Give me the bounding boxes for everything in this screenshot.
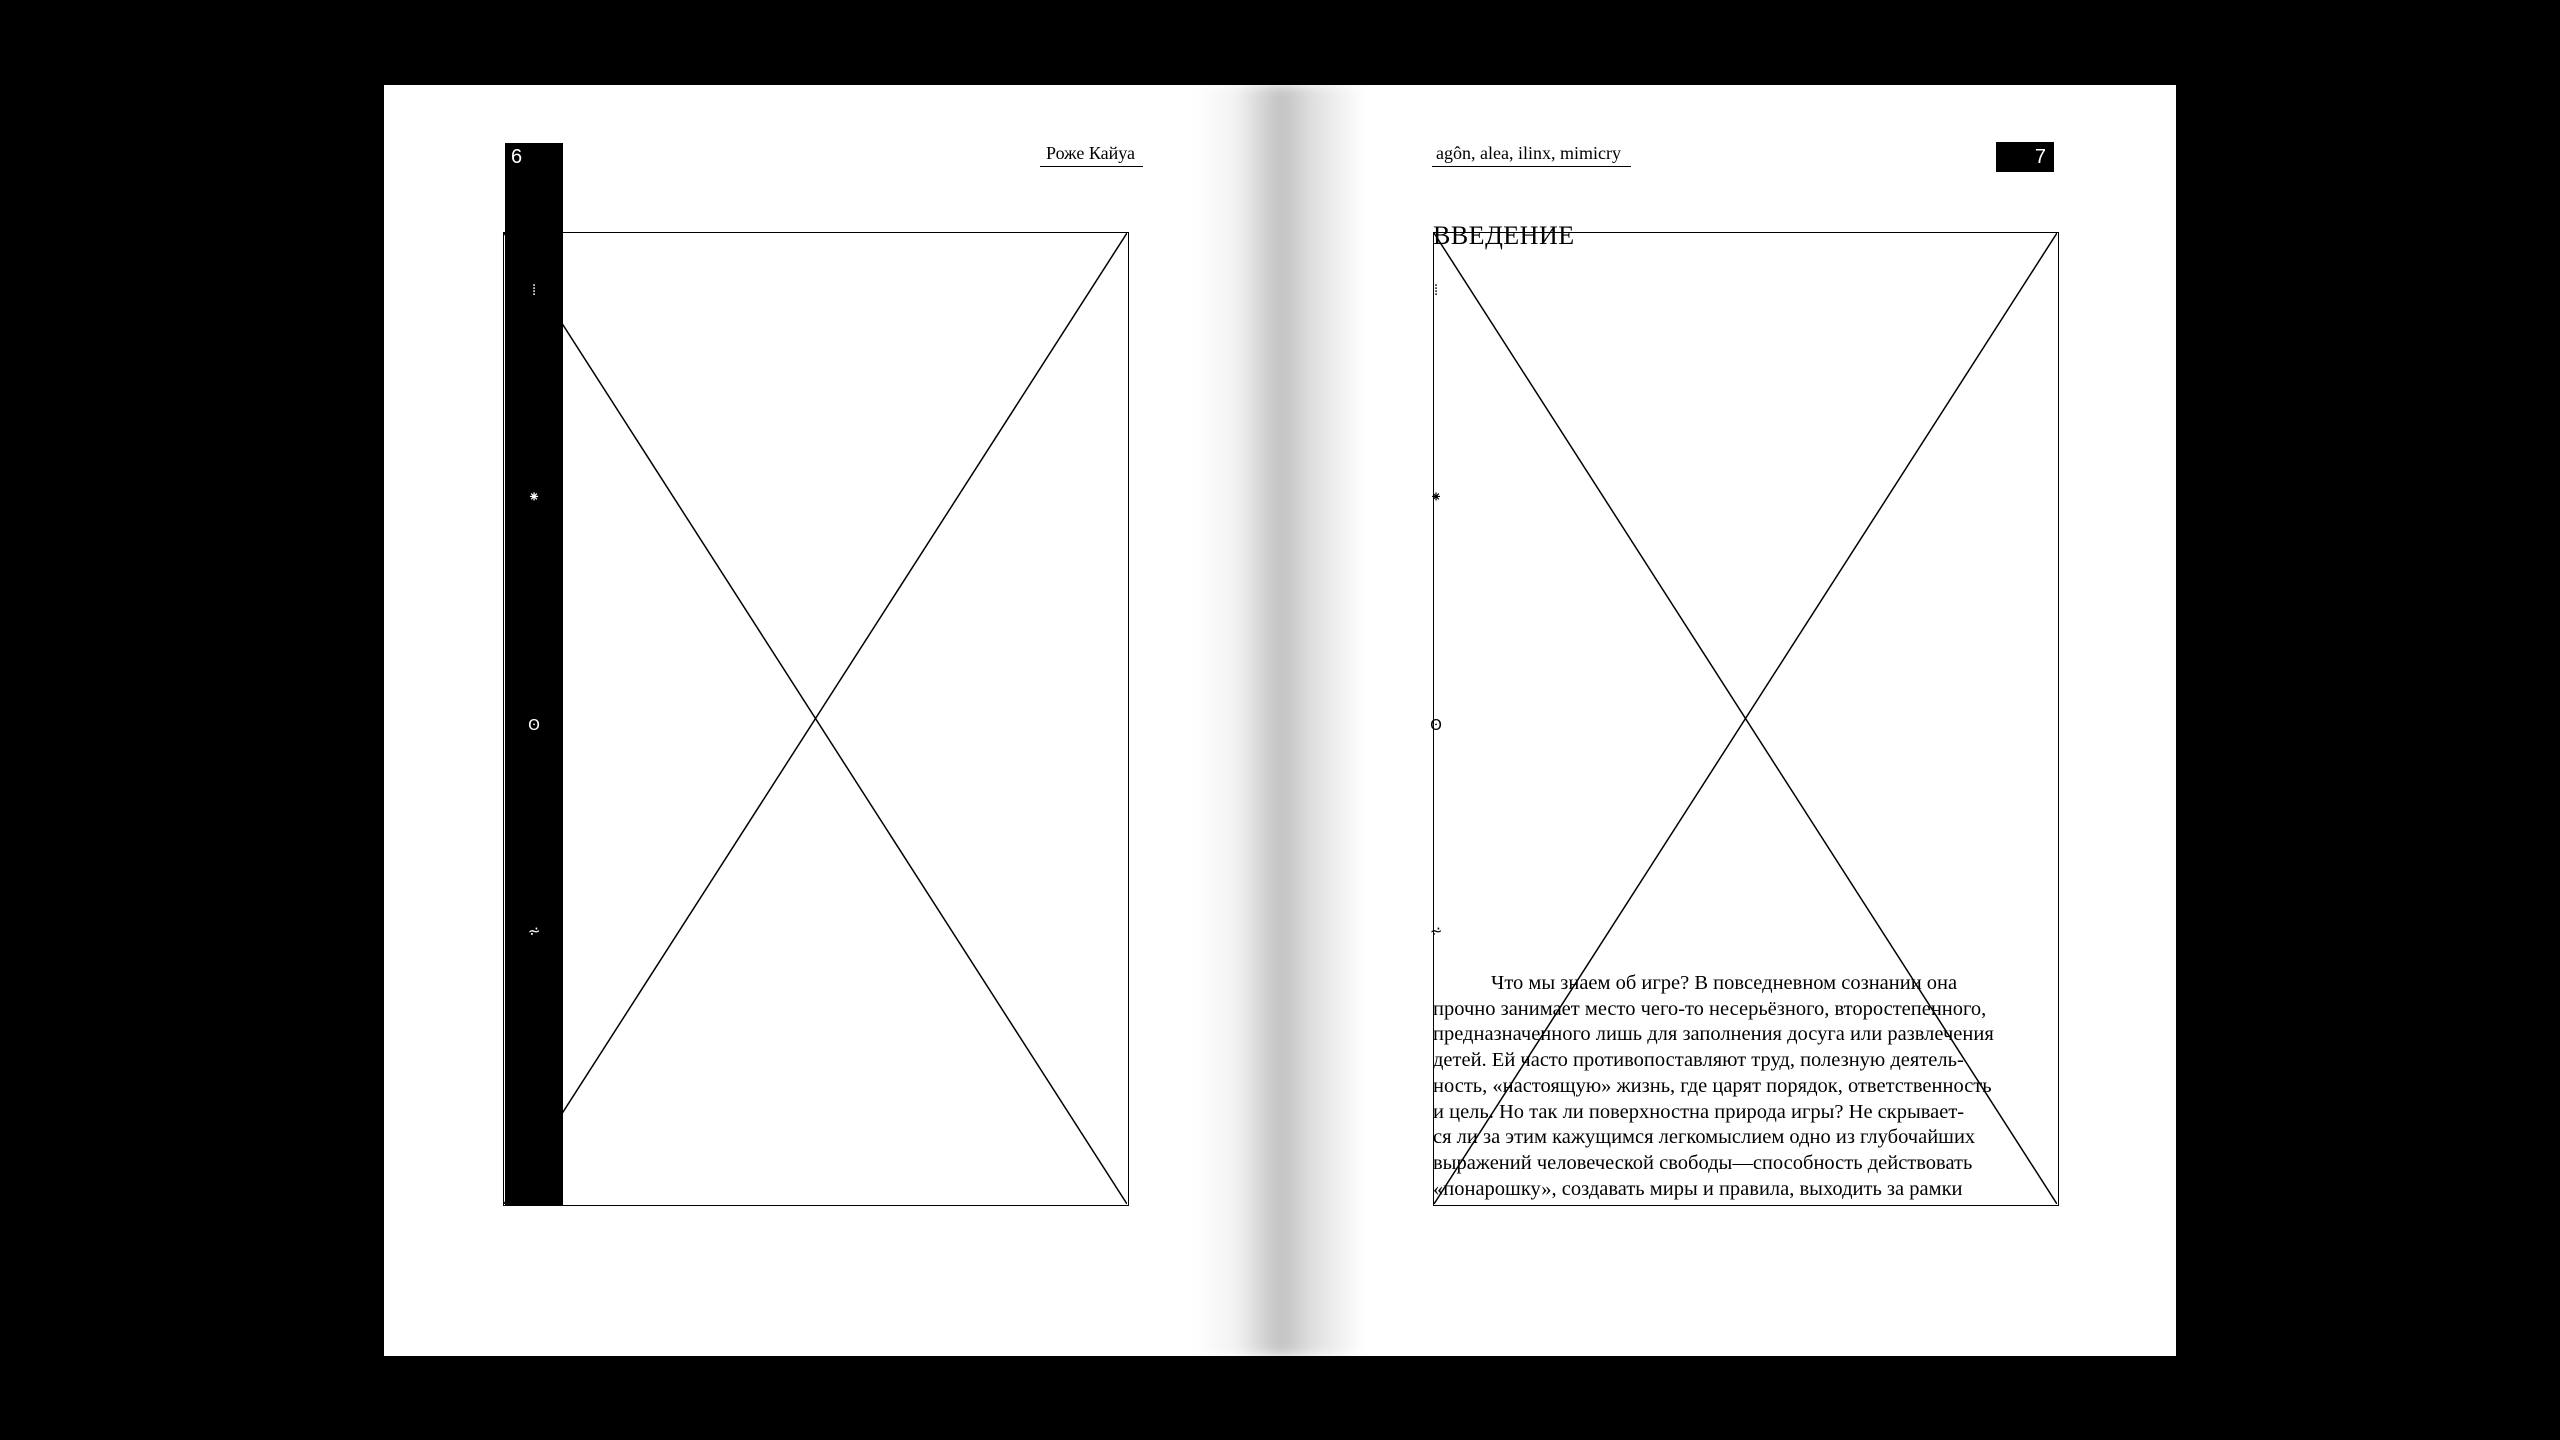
body-line: предназначенного лишь для заполнения досуга или развлечения	[1433, 1023, 1994, 1046]
placeholder-cross-left	[504, 233, 1127, 1204]
body-text	[1433, 971, 2059, 1202]
body-line: прочно занимает место чего-то несерьёзного, второстепенного,	[1433, 997, 1987, 1020]
marker-bars-icon-right: ⦙	[1434, 281, 1438, 299]
marker-sign-icon-left: ⩫	[527, 922, 541, 940]
marker-sign-icon-right: ⩫	[1429, 922, 1443, 940]
body-line: и цель. Но так ли поверхностна природа игры? Не скрывает-	[1433, 1100, 1965, 1123]
body-line: детей. Ей часто противопоставляют труд, полезную деятель-	[1433, 1049, 1964, 1072]
page-number-left: 6	[511, 146, 523, 168]
running-head-author: Роже Кайуа	[1040, 143, 1143, 167]
marker-asterism-icon-left: ⁕	[527, 488, 541, 506]
gutter-shadow	[1194, 85, 1364, 1356]
body-line: «понарошку», создавать миры и правила, выходить за рамки	[1433, 1177, 1963, 1200]
body-line: ся ли за этим кажущимся легкомыслием одно из глубочайших	[1433, 1126, 1976, 1149]
running-head-title: agôn, alea, ilinx, mimicry	[1432, 143, 1631, 167]
body-line: ность, «настоящую» жизнь, где царят порядок, ответственность	[1433, 1074, 1992, 1097]
body-line: выражений человеческой свободы—способность действовать	[1433, 1151, 1973, 1174]
marker-bars-icon-left: ⦙	[532, 281, 536, 299]
image-placeholder-left	[503, 232, 1129, 1206]
chapter-title: ВВЕДЕНИЕ	[1433, 221, 1575, 250]
page-number-right: 7	[1996, 142, 2054, 172]
marker-circle-icon-left: ʘ	[528, 716, 540, 734]
marker-asterism-icon-right: ⁕	[1429, 488, 1443, 506]
marker-circle-icon-right: ʘ	[1430, 716, 1442, 734]
book-spread	[384, 85, 2176, 1356]
body-line: Что мы знаем об игре? В повседневном сознании она	[1491, 972, 1958, 994]
